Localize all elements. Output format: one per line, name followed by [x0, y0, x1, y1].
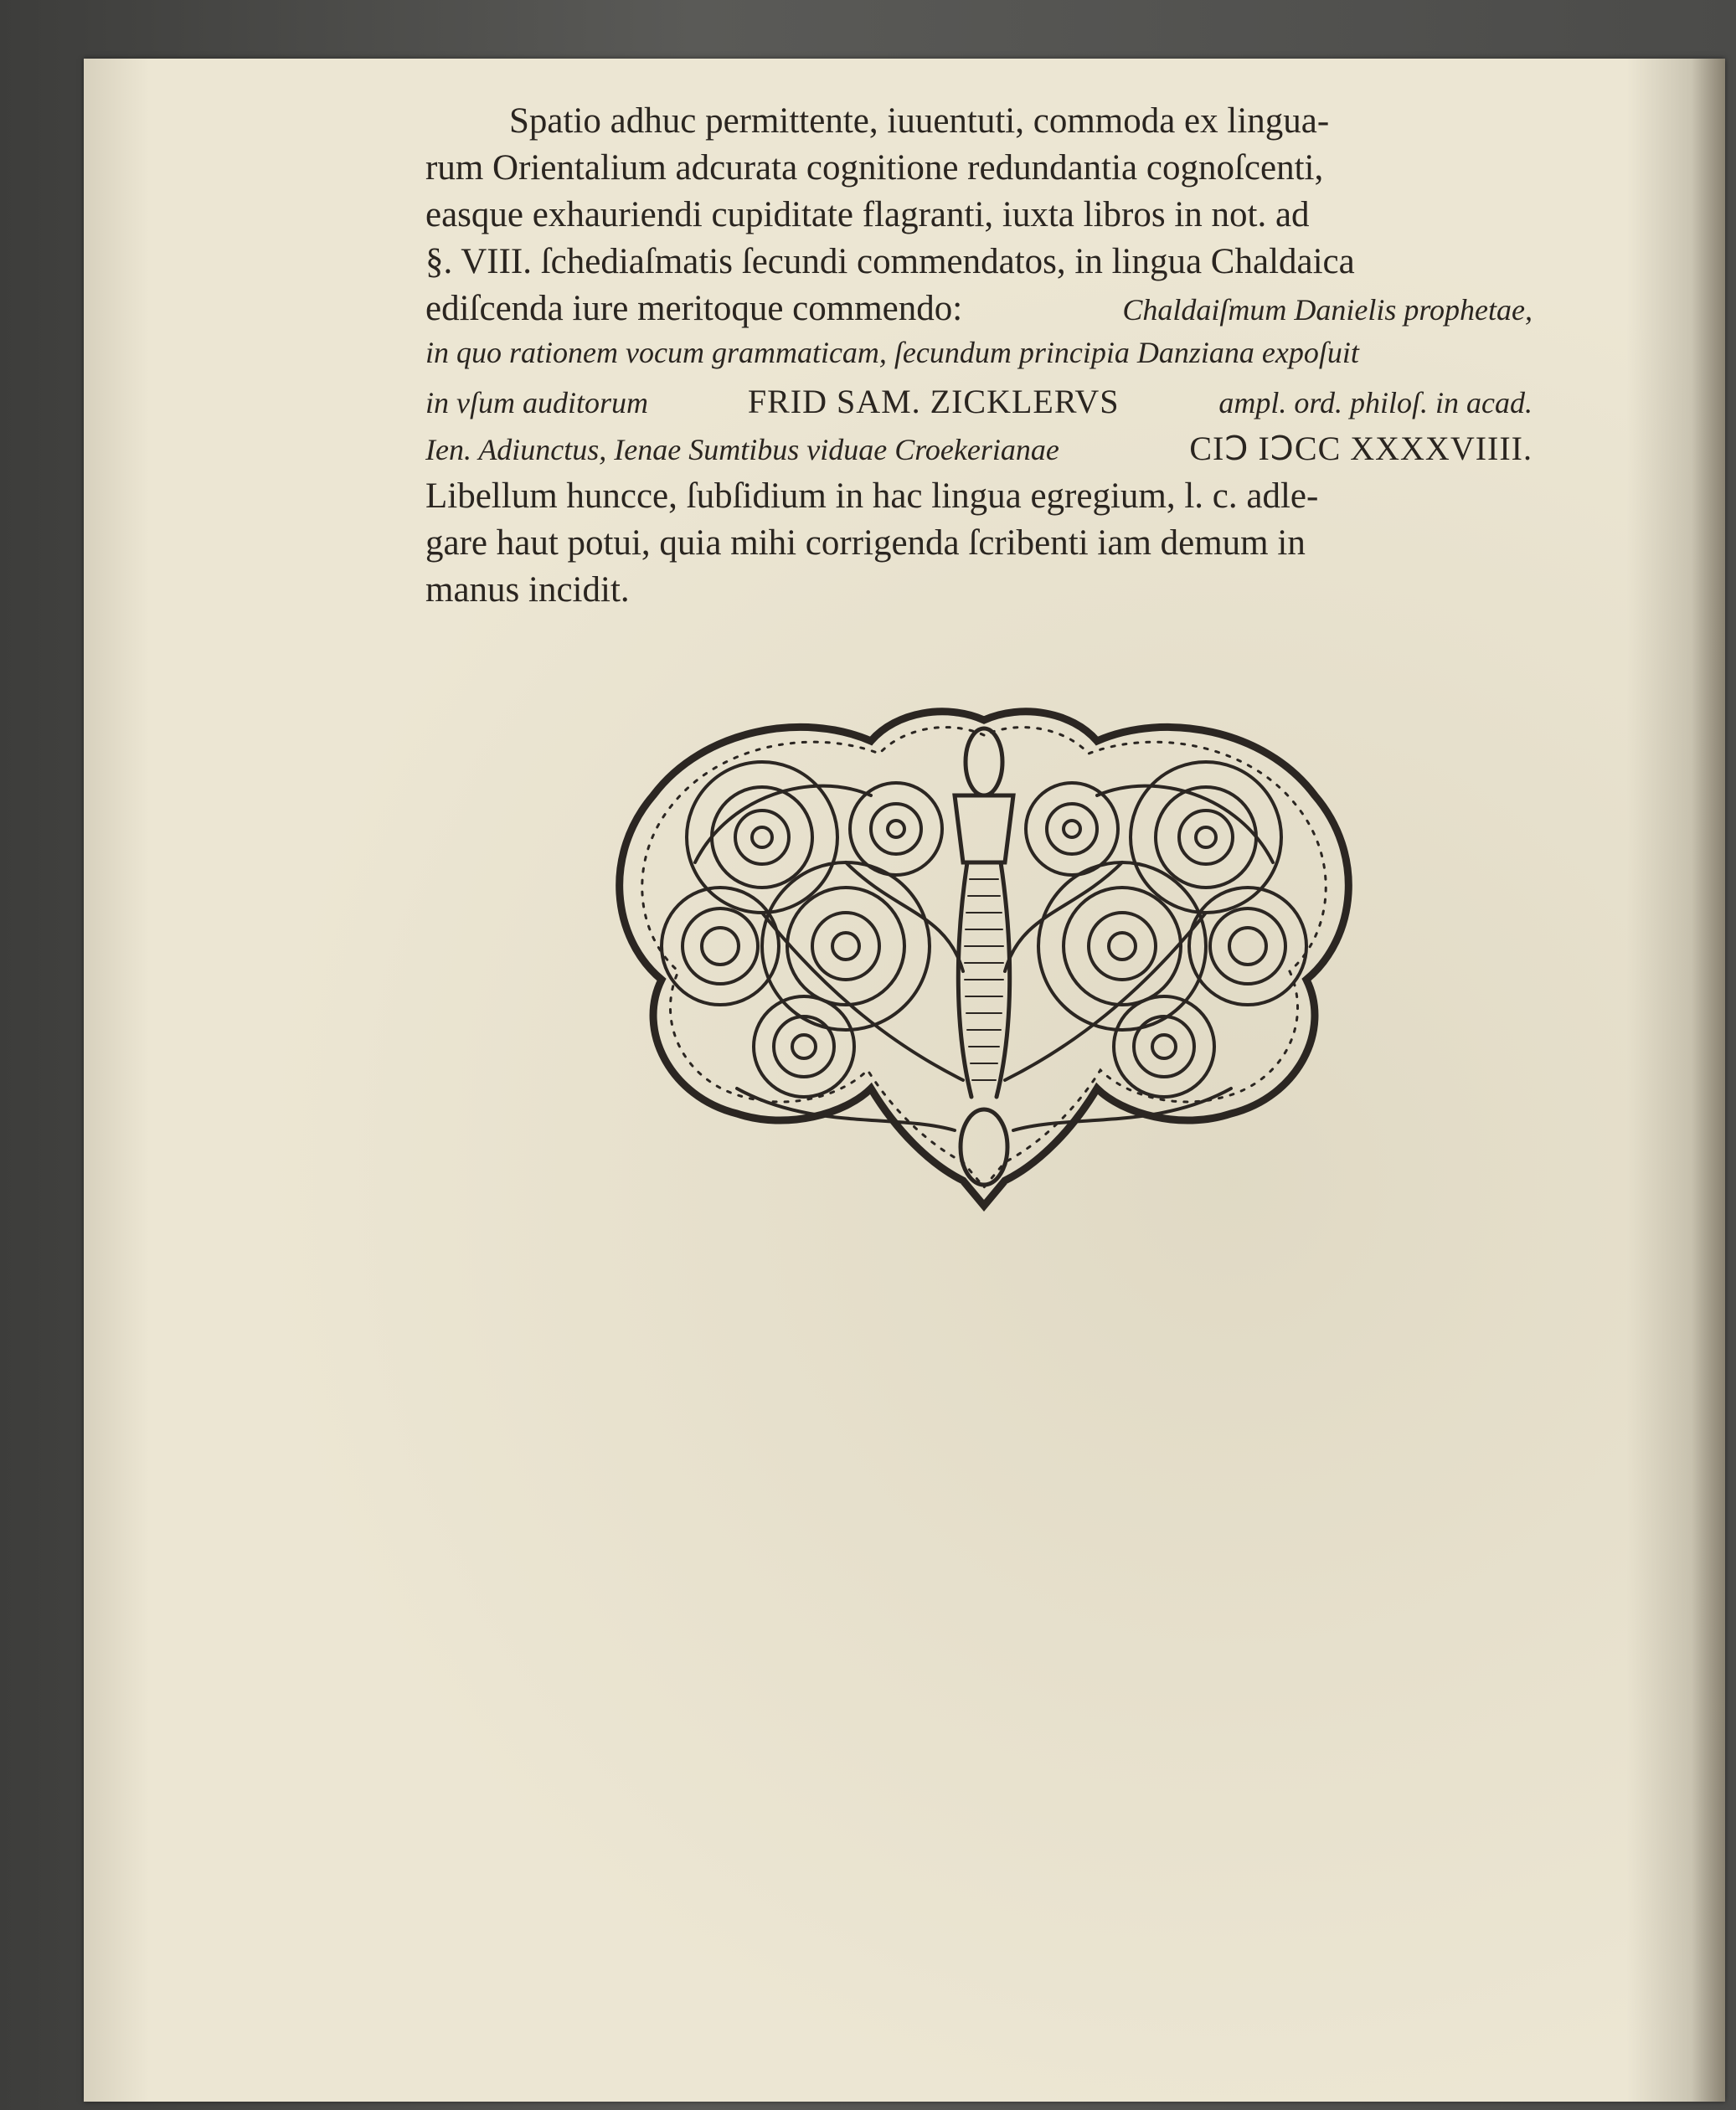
text-line-9: Libellum huncce, ſubſidium in hac lingua egregium, l. c. adle-	[425, 476, 1319, 516]
author-name: FRID SAM. ZICKLERVS	[747, 383, 1120, 420]
text-line-7a: in vſum auditorum	[425, 386, 648, 419]
text-line	[425, 569, 1533, 616]
text-line-7c: ampl. ord. philoſ. in acad.	[1218, 386, 1533, 419]
text-line	[425, 476, 1533, 522]
text-line	[425, 194, 1533, 241]
text-line	[425, 100, 1533, 147]
text-line	[425, 288, 1533, 335]
text-line-3: easque exhauriendi cupiditate flagranti, iuxta libros in not. ad	[425, 195, 1310, 234]
text-line	[425, 429, 1533, 476]
page-gutter-shadow	[1692, 59, 1725, 2102]
ornament-outline	[620, 712, 1349, 1206]
text-line	[425, 382, 1533, 429]
roman-year: CIↃ IↃCC XXXXVIIII.	[1189, 430, 1533, 467]
text-line-4: §. VIII. ſchediaſmatis ſecundi commendatos, in lingua Chaldaica	[425, 242, 1355, 281]
text-line	[425, 335, 1533, 382]
text-line	[425, 147, 1533, 194]
text-line-11: manus incidit.	[425, 570, 630, 610]
woodcut-ornament	[595, 695, 1373, 1214]
ornament-spirals-right	[1026, 762, 1306, 1097]
ornament-curls	[695, 786, 1273, 1130]
text-line	[425, 522, 1533, 569]
text-line-2: rum Orientalium adcurata cognitione redundantia cognoſcenti,	[425, 148, 1324, 188]
text-line	[425, 241, 1533, 288]
ornament-column-hatching	[965, 879, 1003, 1080]
text-line-10: gare haut potui, quia mihi corrigenda ſcribenti iam demum in	[425, 523, 1306, 563]
body-text	[425, 100, 1533, 616]
text-line-5a: ediſcenda iure meritoque commendo:	[425, 289, 963, 328]
text-line-1: Spatio adhuc permittente, iuuentuti, commoda ex lingua-	[509, 101, 1330, 141]
ornament-central-column	[955, 728, 1013, 1185]
text-line-6: in quo rationem vocum grammaticam, ſecundum principia Danziana expoſuit	[425, 336, 1359, 369]
text-line-5b: Chaldaiſmum Danielis prophetae,	[1122, 293, 1533, 327]
text-line-8a: Ien. Adiunctus, Ienae Sumtibus viduae Croekerianae	[425, 433, 1059, 466]
ornament-spirals-left	[662, 762, 942, 1097]
